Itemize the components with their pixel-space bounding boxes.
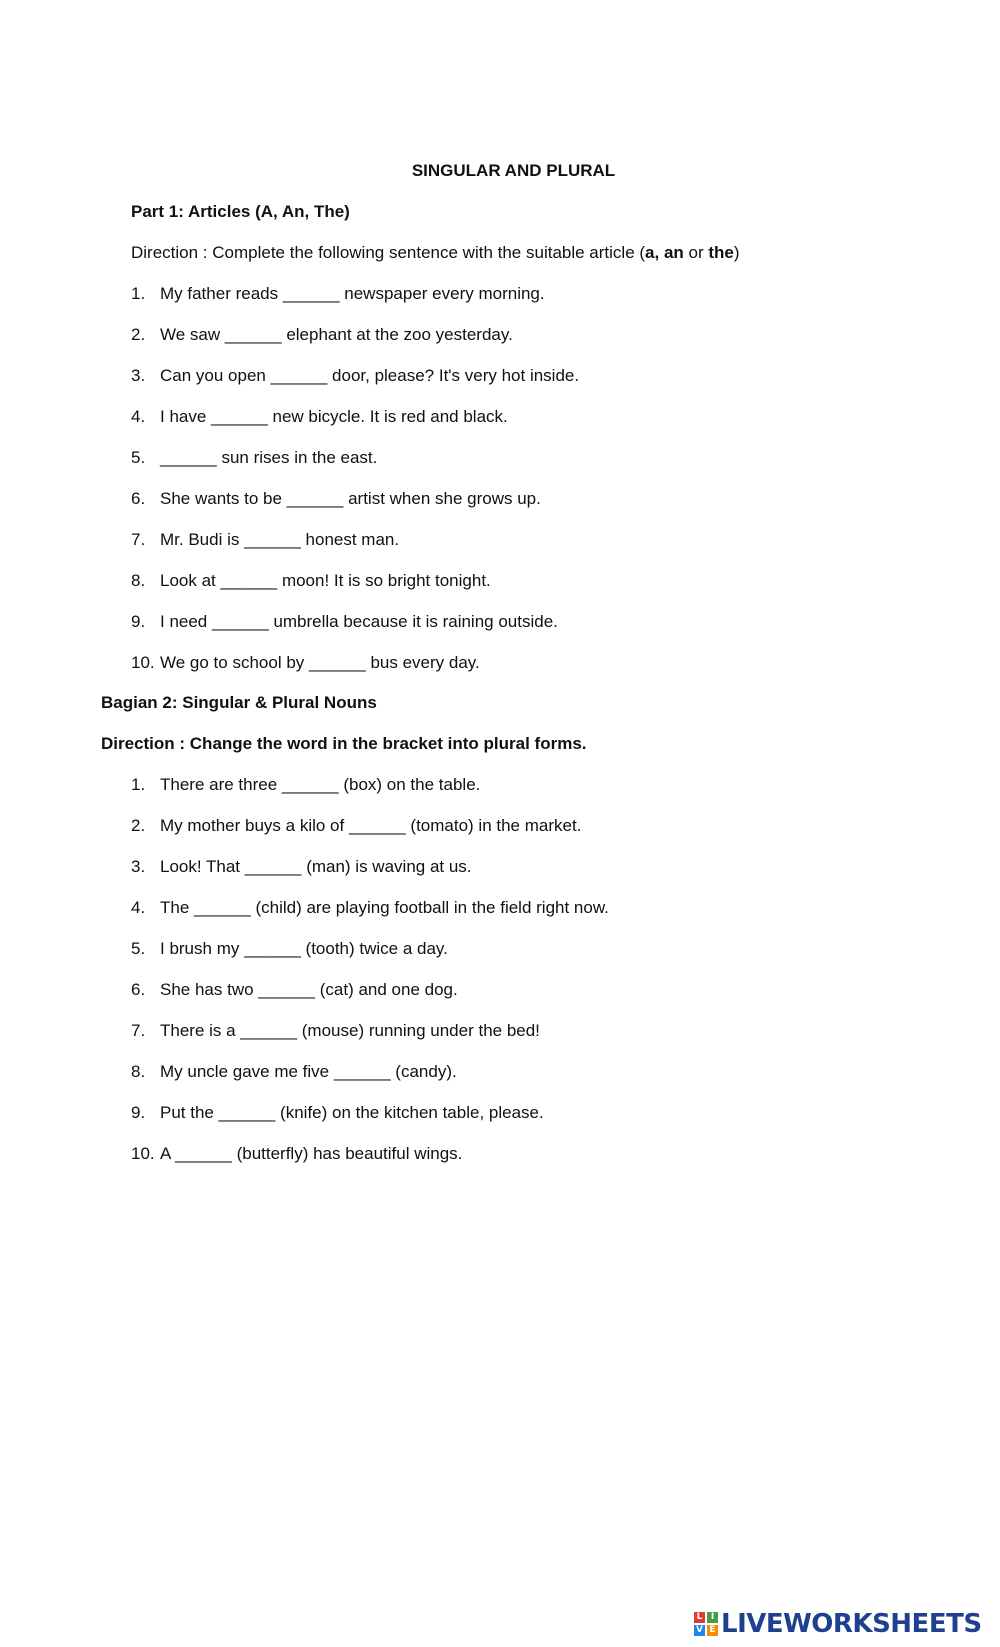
list-item: I brush my ______ (tooth) twice a day. bbox=[160, 939, 448, 958]
item-number: 6. bbox=[131, 489, 146, 508]
item-number: 8. bbox=[131, 571, 146, 590]
list-item: My father reads ______ newspaper every morning. bbox=[160, 284, 545, 303]
item-number: 9. bbox=[131, 1103, 146, 1122]
list-item: There are three ______ (box) on the table. bbox=[160, 775, 481, 794]
list-item: We saw ______ elephant at the zoo yesterday. bbox=[160, 325, 513, 344]
item-number: 4. bbox=[131, 898, 146, 917]
option-the: the bbox=[708, 243, 734, 262]
logo-letter: E bbox=[707, 1625, 718, 1636]
part2-direction: Direction : Change the word in the bracket into plural forms. bbox=[101, 734, 587, 753]
list-item: There is a ______ (mouse) running under the bed! bbox=[160, 1021, 540, 1040]
item-number: 10. bbox=[131, 653, 155, 672]
part1-heading: Part 1: Articles (A, An, The) bbox=[131, 202, 350, 221]
item-number: 2. bbox=[131, 325, 146, 344]
item-number: 4. bbox=[131, 407, 146, 426]
list-item: We go to school by ______ bus every day. bbox=[160, 653, 480, 672]
logo-letter: I bbox=[707, 1612, 718, 1623]
list-item: She wants to be ______ artist when she grows up. bbox=[160, 489, 541, 508]
item-number: 7. bbox=[131, 1021, 146, 1040]
option-a-an: a, an bbox=[645, 243, 684, 262]
list-item: The ______ (child) are playing football in the field right now. bbox=[160, 898, 609, 917]
logo-icon bbox=[694, 1612, 718, 1636]
item-number: 10. bbox=[131, 1144, 155, 1163]
logo-text: LIVEWORKSHEETS bbox=[721, 1609, 982, 1639]
direction-prefix: Direction : Complete the following sentence with the suitable article ( bbox=[131, 243, 646, 262]
list-item: ______ sun rises in the east. bbox=[160, 448, 378, 467]
list-item: Look! That ______ (man) is waving at us. bbox=[160, 857, 472, 876]
list-item: She has two ______ (cat) and one dog. bbox=[160, 980, 458, 999]
item-number: 1. bbox=[131, 775, 146, 794]
or-word: or bbox=[683, 243, 709, 262]
liveworksheets-logo bbox=[694, 1609, 982, 1639]
part1-direction bbox=[131, 242, 740, 264]
page-title: SINGULAR AND PLURAL bbox=[411, 161, 616, 180]
item-number: 8. bbox=[131, 1062, 146, 1081]
direction-suffix: ) bbox=[733, 243, 740, 262]
list-item: Look at ______ moon! It is so bright tonight. bbox=[160, 571, 491, 590]
list-item: Put the ______ (knife) on the kitchen table, please. bbox=[160, 1103, 544, 1122]
list-item: I need ______ umbrella because it is raining outside. bbox=[160, 612, 558, 631]
part2-heading: Bagian 2: Singular & Plural Nouns bbox=[101, 693, 377, 712]
item-number: 6. bbox=[131, 980, 146, 999]
list-item: I have ______ new bicycle. It is red and black. bbox=[160, 407, 508, 426]
item-number: 3. bbox=[131, 366, 146, 385]
item-number: 5. bbox=[131, 939, 146, 958]
list-item: Can you open ______ door, please? It's very hot inside. bbox=[160, 366, 580, 385]
item-number: 1. bbox=[131, 284, 146, 303]
logo-letter: L bbox=[694, 1612, 705, 1623]
item-number: 3. bbox=[131, 857, 146, 876]
item-number: 9. bbox=[131, 612, 146, 631]
list-item: Mr. Budi is ______ honest man. bbox=[160, 530, 400, 549]
list-item: My uncle gave me five ______ (candy). bbox=[160, 1062, 457, 1081]
logo-letter: V bbox=[694, 1625, 705, 1636]
item-number: 7. bbox=[131, 530, 146, 549]
list-item: A ______ (butterfly) has beautiful wings. bbox=[160, 1144, 463, 1163]
item-number: 2. bbox=[131, 816, 146, 835]
item-number: 5. bbox=[131, 448, 146, 467]
list-item: My mother buys a kilo of ______ (tomato) in the market. bbox=[160, 816, 582, 835]
